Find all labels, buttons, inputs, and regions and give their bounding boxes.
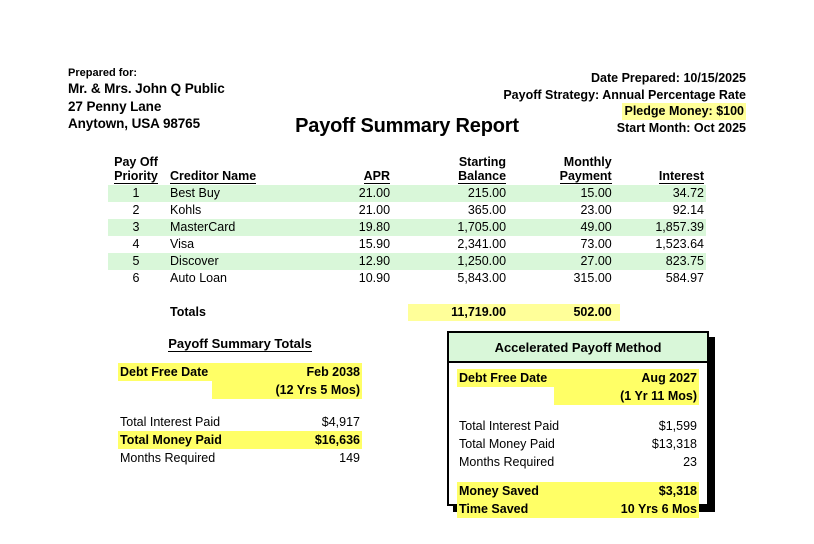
totals-label: Totals xyxy=(170,305,206,319)
column-header-apr-top xyxy=(308,155,390,169)
cell-starting-balance: 1,705.00 xyxy=(408,219,514,236)
column-header-apr-bottom: APR xyxy=(363,169,391,183)
left-debt-free-date-block xyxy=(118,363,362,399)
totals-monthly-payment: 502.00 xyxy=(514,304,620,321)
cell-creditor-name: Visa xyxy=(170,237,195,251)
accelerated-panel-body xyxy=(449,363,707,518)
table-row xyxy=(108,270,706,287)
page-title: Payoff Summary Report xyxy=(295,115,519,137)
cell-creditor-name: MasterCard xyxy=(164,219,308,236)
accelerated-payoff-panel xyxy=(447,331,709,516)
cell-priority: 2 xyxy=(132,203,140,217)
column-header-monthly-payment xyxy=(514,155,620,185)
accel-money-saved-value: $3,318 xyxy=(658,484,697,498)
payoff-summary-totals-panel xyxy=(118,336,362,467)
table-row xyxy=(108,219,706,236)
cell-monthly-payment: 23.00 xyxy=(580,203,612,217)
cell-creditor-name: Kohls xyxy=(170,203,202,217)
payoff-summary-totals-title-text: Payoff Summary Totals xyxy=(168,336,312,351)
accel-total-interest-row xyxy=(457,417,699,435)
cell-interest: 1,523.64 xyxy=(655,237,704,251)
table-spacer-cell xyxy=(108,287,706,304)
prepared-for-label: Prepared for: xyxy=(68,67,138,79)
column-header-apr xyxy=(308,155,408,185)
left-debt-free-date-value: Feb 2038 xyxy=(306,365,360,379)
date-prepared-value: 10/15/2025 xyxy=(683,71,746,85)
totals-row xyxy=(108,304,706,321)
payoff-strategy-value: Annual Percentage Rate xyxy=(602,87,746,102)
cell-monthly-payment: 27.00 xyxy=(514,253,620,270)
column-header-creditor-name xyxy=(164,155,308,185)
left-total-money-value: $16,636 xyxy=(314,433,360,447)
pledge-money-value: $100 xyxy=(716,104,744,118)
column-header-priority-top: Pay Off xyxy=(114,155,158,169)
totals-empty-priority xyxy=(108,304,164,321)
cell-starting-balance: 2,341.00 xyxy=(457,237,507,251)
accel-total-interest-value: $1,599 xyxy=(658,419,697,433)
accel-gap xyxy=(457,405,699,417)
accelerated-panel-title: Accelerated Payoff Method xyxy=(449,333,707,363)
client-name: Mr. & Mrs. John Q Public xyxy=(68,81,225,96)
accel-debt-free-date-row xyxy=(457,369,699,387)
column-header-starting-balance-bottom: Balance xyxy=(458,169,507,183)
cell-apr: 19.80 xyxy=(308,219,408,236)
left-months-required-value: 149 xyxy=(339,451,360,465)
cell-interest: 1,857.39 xyxy=(620,219,706,236)
cell-starting-balance: 5,843.00 xyxy=(457,271,507,285)
cell-monthly-payment: 49.00 xyxy=(514,219,620,236)
accel-debt-free-duration-row xyxy=(457,387,699,405)
cell-interest: 34.72 xyxy=(620,185,706,202)
client-address-line2: Anytown, USA 98765 xyxy=(68,116,200,131)
column-header-starting-balance-top: Starting xyxy=(458,155,507,169)
column-header-creditor-name-bottom: Creditor Name xyxy=(170,169,257,183)
accel-total-money-label: Total Money Paid xyxy=(459,437,555,451)
accel-total-interest-label: Total Interest Paid xyxy=(459,419,560,433)
cell-creditor-name: Discover xyxy=(164,253,308,270)
accel-debt-free-duration-value: (1 Yr 11 Mos) xyxy=(554,387,699,405)
cell-starting-balance: 1,250.00 xyxy=(408,253,514,270)
totals-empty-interest xyxy=(620,304,706,321)
cell-creditor-name: Auto Loan xyxy=(170,271,228,285)
date-prepared-row xyxy=(503,70,746,87)
column-header-priority xyxy=(108,155,164,185)
totals-empty-apr xyxy=(308,304,408,321)
accel-debt-free-date-label: Debt Free Date xyxy=(459,371,548,385)
creditor-table-head xyxy=(108,155,706,185)
cell-monthly-payment: 315.00 xyxy=(573,271,612,285)
column-header-monthly-payment-bottom: Payment xyxy=(559,169,612,183)
left-total-interest-label: Total Interest Paid xyxy=(120,415,221,429)
cell-interest: 823.75 xyxy=(620,253,706,270)
cell-apr: 15.90 xyxy=(358,237,391,251)
date-prepared-label: Date Prepared: xyxy=(591,71,680,85)
column-header-interest-bottom: Interest xyxy=(658,169,704,183)
cell-starting-balance: 215.00 xyxy=(408,185,514,202)
payoff-summary-totals-title xyxy=(118,336,362,351)
cell-priority: 6 xyxy=(132,271,140,285)
left-months-required-label: Months Required xyxy=(120,451,216,465)
column-header-monthly-payment-top: Monthly xyxy=(563,155,612,169)
accel-total-money-value: $13,318 xyxy=(651,437,697,451)
left-total-money-label: Total Money Paid xyxy=(120,433,222,447)
accel-months-required-row xyxy=(457,453,699,471)
accel-total-money-row xyxy=(457,435,699,453)
cell-apr: 21.00 xyxy=(358,203,391,217)
accel-money-saved-label: Money Saved xyxy=(459,484,539,498)
column-header-interest xyxy=(620,155,706,185)
cell-monthly-payment: 15.00 xyxy=(514,185,620,202)
accel-months-required-label: Months Required xyxy=(459,455,555,469)
start-month-label: Start Month: xyxy=(616,120,691,135)
cell-creditor-name: Best Buy xyxy=(164,185,308,202)
table-row xyxy=(108,185,706,202)
left-debt-free-date-label: Debt Free Date xyxy=(120,365,209,379)
left-total-interest-value: $4,917 xyxy=(321,415,360,429)
cell-priority: 3 xyxy=(108,219,164,236)
pledge-money-label: Pledge Money: xyxy=(624,104,713,118)
accel-money-saved-row xyxy=(457,482,699,500)
accel-time-saved-value: 10 Yrs 6 Mos xyxy=(620,502,697,516)
column-header-starting-balance xyxy=(408,155,514,185)
column-header-creditor-name-top xyxy=(170,155,308,169)
accel-debt-free-date-value: Aug 2027 xyxy=(641,371,697,385)
cell-apr: 12.90 xyxy=(308,253,408,270)
table-row xyxy=(108,253,706,270)
cell-monthly-payment: 73.00 xyxy=(580,237,612,251)
accel-time-saved-label: Time Saved xyxy=(459,502,529,516)
table-row xyxy=(108,202,706,219)
cell-priority: 5 xyxy=(108,253,164,270)
creditor-table-header-row xyxy=(108,155,706,185)
client-address-line1: 27 Penny Lane xyxy=(68,98,162,114)
column-header-priority-bottom: Priority xyxy=(114,169,158,183)
cell-interest: 92.14 xyxy=(672,203,704,217)
left-months-required-row xyxy=(118,449,362,467)
payoff-strategy-label: Payoff Strategy: xyxy=(503,87,600,102)
table-spacer-row xyxy=(108,287,706,304)
left-debt-free-date-row xyxy=(118,363,362,381)
totals-starting-balance: 11,719.00 xyxy=(408,304,514,321)
left-total-money-row xyxy=(118,431,362,449)
payoff-strategy-row xyxy=(503,87,746,104)
creditor-table-container xyxy=(108,155,706,321)
creditor-table-body xyxy=(108,185,706,321)
start-month-value: Oct 2025 xyxy=(693,120,746,135)
accel-saved-gap xyxy=(457,471,699,482)
accel-months-required-value: 23 xyxy=(683,455,697,469)
cell-starting-balance: 365.00 xyxy=(467,203,507,217)
left-total-interest-row xyxy=(118,413,362,431)
left-debt-free-duration-row xyxy=(118,381,362,399)
cell-apr: 21.00 xyxy=(308,185,408,202)
left-debt-free-duration-value: (12 Yrs 5 Mos) xyxy=(212,381,362,399)
cell-priority: 1 xyxy=(108,185,164,202)
accel-time-saved-row xyxy=(457,500,699,518)
cell-priority: 4 xyxy=(132,237,140,251)
column-header-interest-top xyxy=(620,155,704,169)
cell-interest: 584.97 xyxy=(665,271,704,285)
table-row xyxy=(108,236,706,253)
cell-apr: 10.90 xyxy=(358,271,391,285)
creditor-table xyxy=(108,155,706,321)
